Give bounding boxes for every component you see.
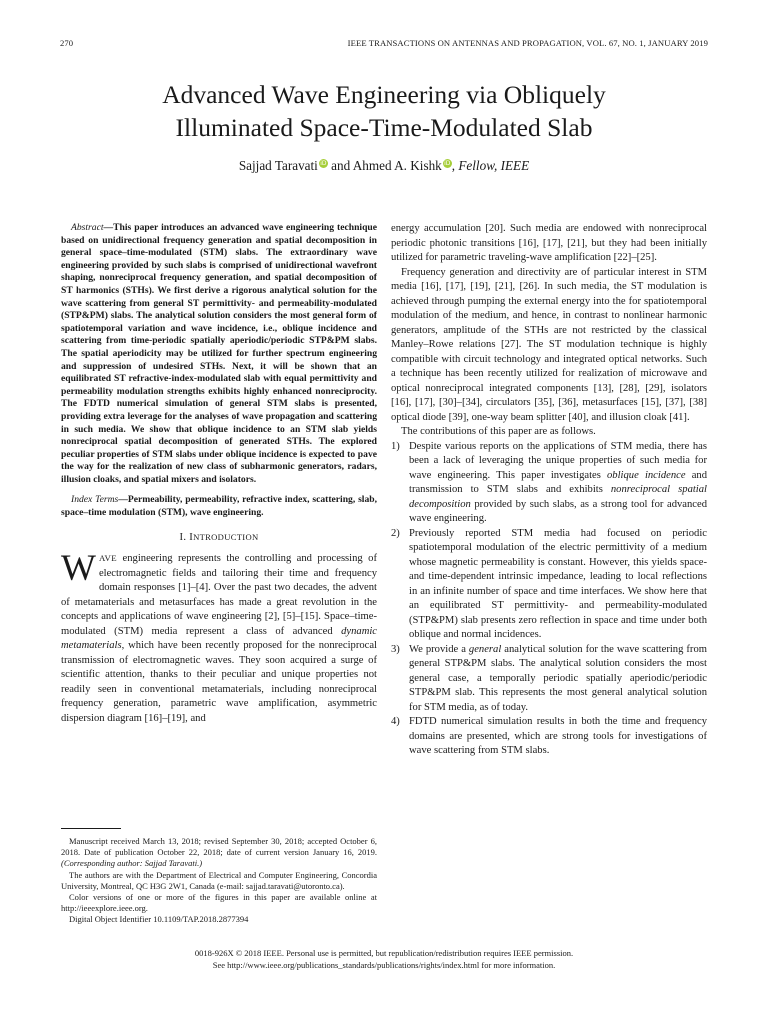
intro-paragraph-1-continued: energy accumulation [20]. Such media are endowed with nonreciprocal periodic photonic transitions [16], [17], [21], but they had been initially utilized for parametric traveling-wave amplification [22]–[25].	[391, 223, 707, 263]
index-terms-text: Permeability, permeability, refractive index, scattering, slab, space–time modulation (STM), wave engineering.	[61, 494, 378, 519]
left-column	[61, 222, 377, 726]
intro-paragraph-2: Frequency generation and directivity are of particular interest in STM media [16], [17], [19], [21], [26]. In such media, the ST modulation is achieved through pumping the external energy into the for spatiotemporal modulation of the medium, and hence, in contrast to nonlinear harmonic generators, amplitude of the STHs are not restricted by the classical Manley–Rowe relations [27]. The ST modulation technique is highly compatible with circuit technology and integrated optical networks. Such a technique has been recently utilized for realization of microwave and optical nonreciprocal integrated components [13], [28], [29], isolators [16], [17], [30]–[34], circulators [35], [36], metasurfaces [15], [37], [38] optical diode [39], one-way beam splitter [40], and illusion cloak [41].	[391, 266, 707, 423]
page-number: 270	[60, 38, 74, 48]
index-terms	[61, 494, 377, 519]
list-item: 4) FDTD numerical simulation results in both the time and frequency domains are presented, which are strong tools for investigations of wave scattering from STM slabs.	[391, 716, 707, 756]
footnote-color-versions: Color versions of one or more of the figures in this paper are available online at http://ieeexplore.ieee.org.	[61, 892, 377, 914]
author-list	[40, 158, 728, 174]
footnote-manuscript: Manuscript received March 13, 2018; revised September 30, 2018; accepted October 6, 2018. Date of publication October 22, 2018; date of current version January 16, 2019. (Corresponding author: Sajjad Taravati.)	[61, 836, 377, 869]
title-line-2: Illuminated Space-Time-Modulated Slab	[175, 113, 593, 142]
abstract-text: This paper introduces an advanced wave engineering technique based on unidirectional frequency generation and spatial decomposition in general space–time-modulated (STM) slabs. The extraordinary wave engineering provided by such slabs is comprised of unidirectional wavefront shaping, nonreciprocal frequency generation, and spatial decomposition of ST harmonics (STHs). We first derive a rigorous analytical solution for the wave scattering from general ST permittivity- and permeability-modulated (STP&PM) slabs. The analytical solution considers the most general form of spatiotemporal variation and wave incidence, i.e., oblique incidence and scattering from time-periodic spatially aperiodic/periodic STP&PM slabs. The spatial aperiodicity may be utilized for further spectrum engineering and suppression of undesired STHs. Next, it will be shown that an equilibrated ST refractive-index-modulated slab with equal permittivity and permeability modulation strengths exhibits highly enhanced nonreciprocity. The FDTD numerical simulation of general STM slabs is presented, providing extra leverage for the analyses of wave propagation and scattering in such media. We show that oblique incidence to an STM slab yields nonreciprocal spatial decomposition of generated STHs. The explored peculiar properties of STM slabs under oblique incidence is expected to pave the way for the realization of new class of subharmonic generators, radars, illusion cloaks, and spatial mixers and isolators.	[61, 222, 377, 485]
copyright-notice	[40, 948, 728, 971]
footnote-affiliation: The authors are with the Department of Electrical and Computer Engineering, Concordia University, Montreal, QC H3G 2W1, Canada (e-mail: sajjad.taravati@utoronto.ca).	[61, 869, 377, 891]
list-item: 2) Previously reported STM media had focused on periodic spatiotemporal modulation of the electric permittivity of a medium whose magnetic permeability is constant. However, this yields space- and time-dependent intrinsic impedance, leading to local reflections in an infinite number of space and time interfaces. We show here that an equilibrated ST permittivity- and permeability-modulated (STP&PM) slab presents zero reflection in space and time under both oblique and normal incidences.	[391, 527, 707, 640]
list-item: 3) We provide a general analytical solution for the wave scattering from general STP&PM slabs. The analytical solution considers the most general case, a temporally periodic spatially aperiodic/periodic STP&PM slab. This represents the most general analytical solution for STM media, as of today.	[391, 643, 707, 713]
drop-cap: W	[61, 548, 96, 590]
list-item: 1) Despite various reports on the applications of STM media, there has been a lack of leveraging the unique properties of such media for wave engineering. This paper investigates oblique incidence and transmission to STM slabs and exhibits nonreciprocal spatial decomposition provided by such slabs, as a strong tool for advanced wave engineering.	[391, 440, 707, 524]
orcid-icon[interactable]: iD	[444, 160, 451, 167]
paper-title	[40, 78, 728, 144]
section-heading-introduction: I. INTRODUCTION	[179, 531, 259, 543]
footnote-rule	[61, 828, 121, 829]
orcid-icon[interactable]: iD	[320, 160, 327, 167]
footnote-doi: Digital Object Identifier 10.1109/TAP.2018.2877394	[69, 914, 249, 925]
author-kishk: Ahmed A. Kishk	[352, 158, 442, 173]
abstract-label: Abstract	[71, 222, 104, 233]
author-suffix-separator: ,	[451, 158, 459, 173]
journal-header: IEEE TRANSACTIONS ON ANTENNAS AND PROPAGATION, VOL. 67, NO. 1, JANUARY 2019	[347, 38, 708, 48]
contributions-list	[391, 440, 707, 759]
abstract	[61, 222, 377, 486]
copyright-line-1: 0018-926X © 2018 IEEE. Personal use is permitted, but republication/redistribution requires IEEE permission.	[194, 948, 574, 958]
abstract-dash: —	[103, 222, 114, 233]
fellow-title: Fellow, IEEE	[458, 158, 530, 173]
index-terms-dash: —	[118, 494, 128, 506]
intro-paragraph-3: The contributions of this paper are as follows.	[401, 426, 596, 437]
title-line-1: Advanced Wave Engineering via Obliquely	[162, 80, 606, 109]
copyright-line-2: See http://www.ieee.org/publications_standards/publications/rights/index.html for more information.	[212, 959, 556, 970]
author-connector: and	[327, 158, 353, 173]
author-taravati: Sajjad Taravati	[238, 158, 318, 173]
footnotes	[61, 836, 377, 926]
intro-paragraph-1: WAVE engineering represents the controlling and processing of electromagnetic fields and tailoring their time and frequency domain responses [1]–[4]. Over the past two decades, the advent of metamaterials and metasurfaces has made a great revolution in the concepts and applications of wave engineering [2], [5]–[15]. Space–time-modulated (STM) media represent a class of advanced dynamic metamaterials, which have been recently proposed for the nonreciprocal transmission of electromagnetic waves. They soon acquired a surge of scientific attention, thanks to their peculiar and unique properties not readily seen in conventional metamaterials, including nonreciprocal frequency generation, parametric wave amplification, asymmetric dispersion diagram [16]–[19], and	[61, 548, 377, 724]
right-column	[391, 222, 707, 759]
index-terms-label: Index Terms	[71, 494, 119, 506]
